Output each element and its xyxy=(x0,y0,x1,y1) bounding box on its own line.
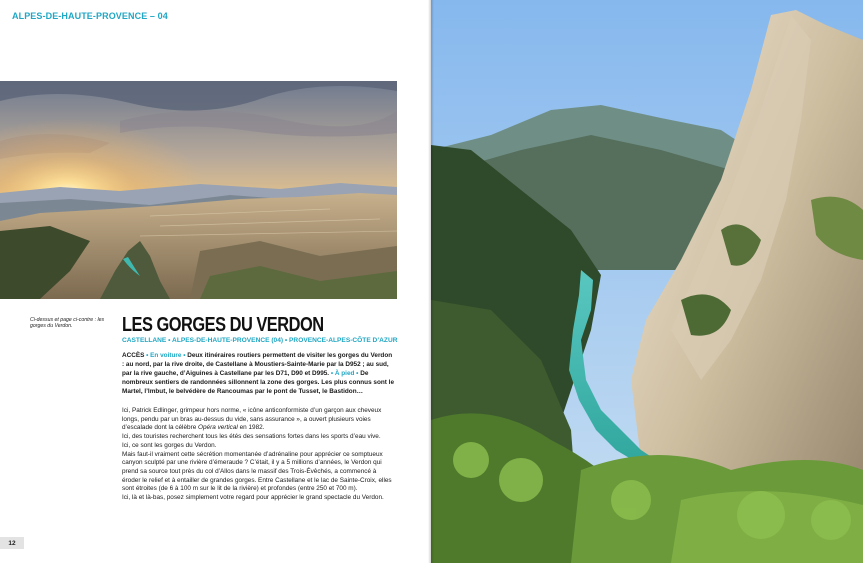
paragraph-text: Ici, Patrick Edlinger, grimpeur hors norme, « icône anticonformiste d’un garçon aux cheveux longs, pendu par un bras au-dessus du vide, sans assurance », a ouvert plusieurs voies d’escalade dont la célèbre xyxy=(122,407,382,432)
page-number: 12 xyxy=(0,537,24,549)
right-page-photo xyxy=(431,0,863,563)
left-page xyxy=(0,0,431,563)
paragraph: Ici, des touristes recherchent tous les étés des sensations fortes dans les sports d’eau vive. xyxy=(122,433,381,441)
running-head: ALPES-DE-HAUTE-PROVENCE – 04 xyxy=(12,11,168,21)
car-text: Deux itinéraires routiers permettent de visiter les gorges du Verdon : au nord, par la rive droite, de Castellane à Moustiers-Sainte-Marie par la D952 ; au sud, par la rive gauche, d’Aiguines à Castellane par les D71, D90 et D995. xyxy=(122,352,393,377)
paragraph xyxy=(122,407,394,433)
access-label: ACCÈS xyxy=(122,352,145,359)
sunset-gorge-photo xyxy=(0,81,397,299)
article-body xyxy=(122,407,394,503)
photo-caption: Ci-dessus et page ci-contre : les gorges du Verdon. xyxy=(30,317,105,330)
foot-label: • À pied • xyxy=(330,370,359,377)
foot-text: De nombreux sentiers de randonnées sillonnent la zone des gorges. Les plus connus sont le Martel, l’Imbut, le belvédère de Rancoumas par le pont de Tusset, le Bastidon… xyxy=(122,370,395,395)
access-paragraph xyxy=(122,351,394,396)
car-label: • En voiture • xyxy=(146,352,186,359)
paragraph: Mais faut-il vraiment cette sécrétion momentanée d’adrénaline pour apprécier ce somptueux canyon sculpté par une rivière d’émeraude ? C’était, il y a 5 millions d’années, le Verdon qui prend sa source tout près du col d’Allos dans le massif des Trois-Évêchés, a commencé à éroder le relief et à entailler de grandes gorges. Entre Castellane et le lac de Sainte-Croix, elles sont étroites (de 6 à 100 m sur le lit de la rivière) et profondes (entre 250 et 700 m). xyxy=(122,450,392,493)
canyon-illustration xyxy=(431,0,863,563)
paragraph-emphasis: Opéra vertical xyxy=(198,424,238,432)
sunset-gorge-illustration xyxy=(0,81,397,299)
page-title: LES GORGES DU VERDON xyxy=(122,314,324,336)
location-line: CASTELLANE • ALPES-DE-HAUTE-PROVENCE (04) • PROVENCE-ALPES-CÔTE D’AZUR xyxy=(122,337,398,344)
paragraph-text: en 1982. xyxy=(237,424,265,432)
paragraph: Ici, là et là-bas, posez simplement votre regard pour apprécier le grand spectacle du Verdon. xyxy=(122,494,384,502)
book-gutter xyxy=(428,0,434,563)
paragraph: Ici, ce sont les gorges du Verdon. xyxy=(122,441,217,449)
